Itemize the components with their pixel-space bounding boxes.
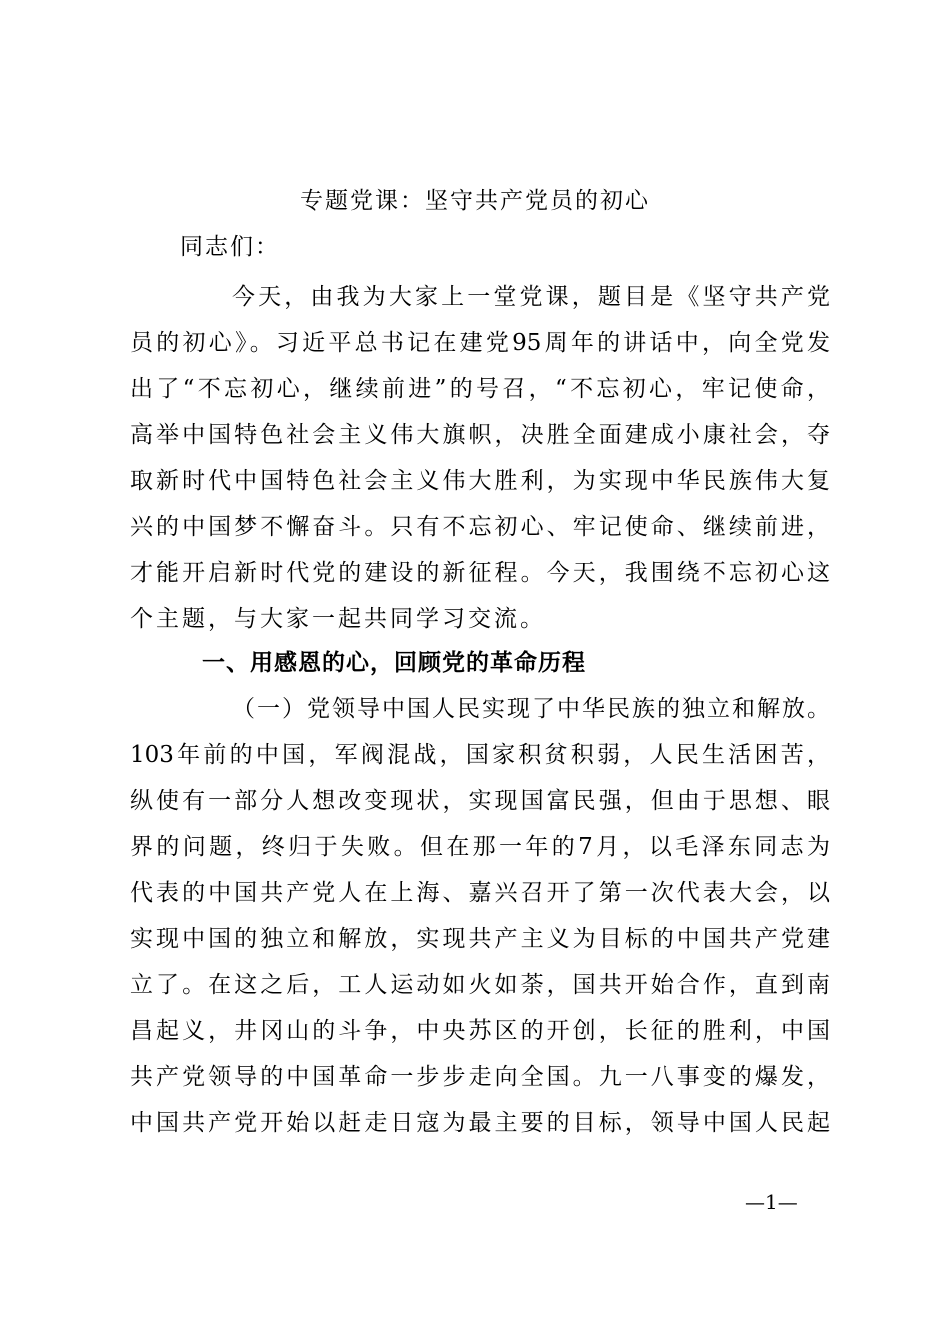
intro-line: 员的初心》。习近平总书记在建党95周年的讲话中，向全党发 bbox=[130, 330, 830, 356]
section-line: 界的问题，终归于失败。但在那一年的7月，以毛泽东同志为 bbox=[130, 834, 830, 860]
section-line: 代表的中国共产党人在上海、嘉兴召开了第一次代表大会，以 bbox=[130, 880, 830, 906]
intro-line: 取新时代中国特色社会主义伟大胜利，为实现中华民族伟大复 bbox=[130, 468, 830, 494]
section-heading: 一、用感恩的心，回顾党的革命历程 bbox=[202, 650, 586, 676]
intro-line: 才能开启新时代党的建设的新征程。今天，我围绕不忘初心这 bbox=[130, 560, 830, 586]
section-line: 纵使有一部分人想改变现状，实现国富民强，但由于思想、眼 bbox=[130, 788, 830, 814]
section-line: 共产党领导的中国革命一步步走向全国。九一八事变的爆发， bbox=[130, 1064, 830, 1090]
intro-line: 高举中国特色社会主义伟大旗帜，决胜全面建成小康社会，夺 bbox=[130, 422, 830, 448]
section-line: 实现中国的独立和解放，实现共产主义为目标的中国共产党建 bbox=[130, 926, 830, 952]
page-number: —1— bbox=[745, 1190, 798, 1214]
document-title: 专题党课：坚守共产党员的初心 bbox=[300, 188, 650, 214]
section-line: 立了。在这之后，工人运动如火如荼，国共开始合作，直到南 bbox=[130, 972, 830, 998]
intro-line: 个主题，与大家一起共同学习交流。 bbox=[130, 606, 546, 632]
intro-line: 兴的中国梦不懈奋斗。只有不忘初心、牢记使命、继续前进， bbox=[130, 514, 830, 540]
intro-line: 今天，由我为大家上一堂党课，题目是《坚守共产党 bbox=[232, 284, 830, 310]
section-line: 中国共产党开始以赶走日寇为最主要的目标，领导中国人民起 bbox=[130, 1110, 830, 1136]
intro-line: 出了“不忘初心，继续前进”的号召，“不忘初心，牢记使命， bbox=[130, 376, 830, 402]
section-line: （一）党领导中国人民实现了中华民族的独立和解放。 bbox=[232, 696, 830, 722]
section-line: 昌起义，井冈山的斗争，中央苏区的开创，长征的胜利，中国 bbox=[130, 1018, 830, 1044]
section-line: 103年前的中国，军阀混战，国家积贫积弱，人民生活困苦， bbox=[130, 742, 830, 768]
greeting: 同志们： bbox=[180, 234, 280, 260]
